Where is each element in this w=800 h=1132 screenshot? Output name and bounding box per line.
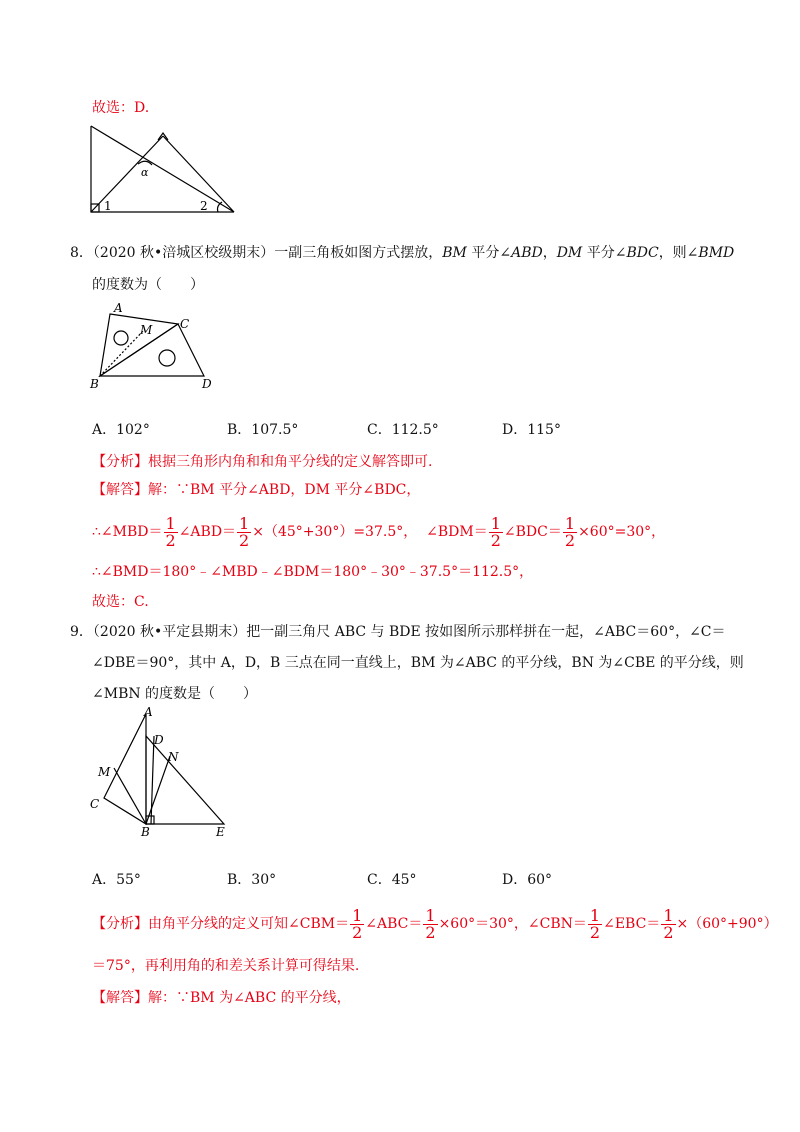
q9-line2: ∠DBE＝90°，其中 A，D，B 三点在同一直线上，BM 为∠ABC 的平分线，BN 为∠CBE 的平分线，则 [92,655,744,671]
q8-option-c[interactable]: C．112.5° [367,422,439,438]
svg-text:D: D [202,377,212,391]
svg-text:E: E [216,825,225,836]
q8-line1: 8．（2020 秋•涪城区校级期末）一副三角板如图方式摆放，BM 平分∠ABD，DM 平分∠BDC，则∠BMD [70,245,735,261]
q8-calc: ∴∠MBD＝ $\frac{1}{2}$ ∠ABD＝ $\frac{1}{2}$ ×（45°+30°）=37.5°， ∠BDM＝ $\frac{1}{2}$ ∠BDC＝ $\frac{1}{2}$ ×60°=30°， [92,513,666,550]
q9-line3: ∠MBN 的度数是（ ） [92,686,258,702]
label-1: 1 [104,199,112,213]
q9-analysis: 【分析】由角平分线的定义可知∠CBM＝ $\frac{1}{2}$ ∠ABC＝ $\frac{1}{2}$ ×60°＝30°，∠CBN＝ $\frac{1}{2}$ ∠EBC＝ $\frac{1}{2}$ ×（60°+90°） [92,905,778,942]
svg-text:A: A [144,706,153,719]
q8-option-a[interactable]: A．102° [92,422,150,438]
figure-triangles-1 [86,118,246,218]
svg-text:B: B [90,377,99,391]
q8-option-d[interactable]: D．115° [502,422,561,438]
q8-analysis: 【分析】根据三角形内角和和角平分线的定义解答即可. [92,454,433,470]
svg-text:A: A [114,301,123,315]
figure-q9 [86,706,236,836]
q9-option-b[interactable]: B．30° [227,872,277,888]
answer-text: 故选：D. [92,100,150,116]
svg-text:D: D [154,733,164,747]
figure-q8 [86,300,226,395]
q9-analysis-line2: ＝75°，再利用角的和差关系计算可得结果. [92,958,360,974]
svg-text:C: C [90,797,100,811]
q9-solution: 【解答】解：∵BM 为∠ABC 的平分线， [92,990,351,1006]
q8-final-calc: ∴∠BMD＝180°﹣∠MBD﹣∠BDM＝180°﹣30°﹣37.5°＝112.5°， [92,564,534,580]
q9-option-c[interactable]: C．45° [367,872,417,888]
q8-options [92,420,732,440]
q8-option-b[interactable]: B．107.5° [227,422,299,438]
q8-solution: 【解答】解：∵BM 平分∠ABD，DM 平分∠BDC， [92,482,421,498]
svg-text:C: C [180,317,190,331]
q9-line1: 9．（2020 秋•平定县期末）把一副三角尺 ABC 与 BDE 按如图所示那样拼在一起，∠ABC＝60°，∠C＝ [70,624,726,640]
q9-option-d[interactable]: D．60° [502,872,553,888]
label-2: 2 [200,199,208,213]
svg-text:B: B [141,825,150,836]
label-alpha: α [141,166,149,179]
q8-line2: 的度数为（ ） [92,277,204,293]
q9-options [92,870,732,890]
svg-text:M: M [140,323,153,337]
q9-option-a[interactable]: A．55° [92,872,141,888]
svg-text:M: M [98,765,111,779]
svg-text:N: N [168,750,179,764]
q8-choose: 故选：C. [92,594,149,610]
